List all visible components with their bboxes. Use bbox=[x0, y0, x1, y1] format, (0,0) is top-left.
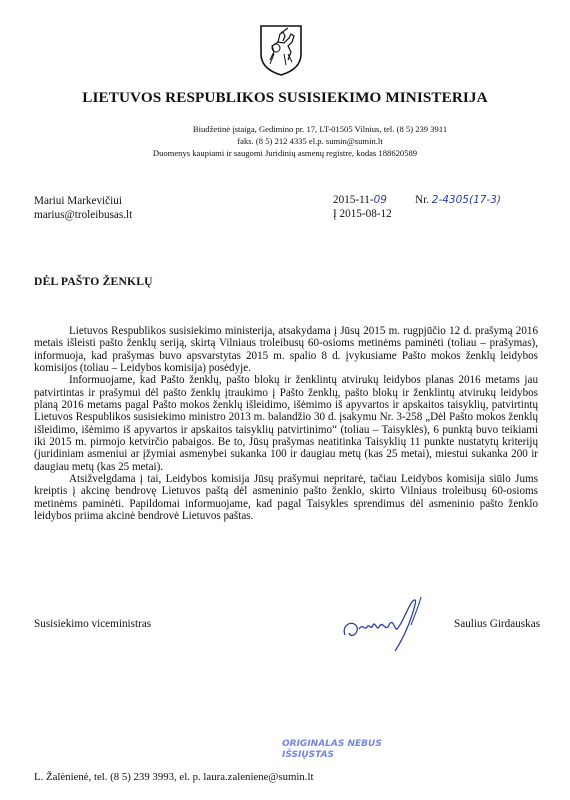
nr-handwritten: 2-4305(17-3) bbox=[431, 194, 501, 206]
letter-subject: DĖL PAŠTO ŽENKLŲ bbox=[34, 275, 153, 288]
signer-name: Saulius Girdauskas bbox=[454, 618, 541, 630]
date-handwritten-day: 09 bbox=[373, 194, 387, 206]
ministry-name: LIETUVOS RESPUBLIKOS SUSISIEKIMO MINISTERIJA bbox=[82, 89, 488, 106]
letter-number bbox=[415, 194, 501, 206]
signer-role: Susisiekimo viceministras bbox=[34, 618, 152, 630]
reference-dates bbox=[333, 194, 392, 222]
letterhead-registry-line: Duomenys kaupiami ir saugomi Juridinių asmenų registre, kodas 188620589 bbox=[152, 148, 418, 158]
letter-body bbox=[34, 325, 538, 523]
body-paragraph-2: Informuojame, kad Pašto ženklų, pašto blokų ir ženklintų atvirukų leidybos planas 2016 metams jau patvirtintas ir prašymui dėl pašto ženklų įtraukimo į Pašto ženklų, pašto blokų ir ženklintų atvirukų leidybos planą 2016 metams pagal Pašto mokos ženklų išleidimo, išėmimo iš apyvartos ir apskaitos taisyklių, patvirtintų Lietuvos Respublikos susisiekimo ministro 2013 m. balandžio 30 d. įsakymu Nr. 3-258 „Dėl Pašto mokos ženklų išleidimo, išėmimo iš apyvartos ir apskaitos taisyklių patvirtinimo“ (toliau – Taisyklės), 6 punktą buvo teikiami iki 2015 m. pirmojo ketvirčio pabaigos. Be to, Jūsų prašymas neatitinka Taisyklių 11 punkte nustatytų kriterijų (juridiniam asmeniui ar įžymiai asmenybei sukanka 100 ir daugiau metų (kas 25 metai), miestui sukanka 200 ir daugiau metų (kas 25 metai). bbox=[34, 374, 538, 473]
stamp-line-2: IŠSIŲSTAS bbox=[282, 750, 335, 760]
reply-to-date: Į 2015-08-12 bbox=[333, 207, 392, 220]
recipient-block bbox=[34, 195, 132, 223]
recipient-name: Mariui Markevičiui bbox=[34, 195, 122, 207]
letter-date bbox=[333, 194, 392, 208]
handwritten-signature bbox=[335, 595, 445, 655]
letterhead-fax-line: faks. (8 5) 212 4335 el.p. sumin@sumin.lt bbox=[237, 136, 383, 146]
letterhead-address-line: Biudžetinė įstaiga, Gedimino pr. 17, LT-01505 Vilnius, tel. (8 5) 239 3911 bbox=[192, 124, 448, 134]
original-not-sent-stamp bbox=[282, 739, 382, 761]
date-prefix: 2015-11- bbox=[333, 194, 374, 206]
vytis-coat-of-arms-icon bbox=[258, 24, 304, 76]
recipient-email: marius@troleibusas.lt bbox=[34, 208, 133, 221]
nr-label: Nr. bbox=[415, 194, 429, 206]
body-paragraph-1: Lietuvos Respublikos susisiekimo ministerija, atsakydama į Jūsų 2015 m. rugpjūčio 12 d. prašymą 2016 metais išleisti pašto ženklų seriją, skirtą Vilniaus troleibusų 60-osioms metinėms paminėti (toliau – prašymas), informuoja, kad prašymas buvo apsvarstytas 2015 m. spalio 8 d. įvykusiame Pašto mokos ženklų leidybos komisijos (toliau – Leidybos komisija) posėdyje. bbox=[34, 325, 538, 375]
body-paragraph-3: Atsižvelgdama į tai, Leidybos komisija Jūsų prašymui nepritarė, tačiau Leidybos komisija siūlo Jums kreiptis į akcinę bendrovę Lietuvos paštą dėl asmeninio pašto ženklo, skirto Vilniaus troleibusų 60-osioms metinėms paminėti. Papildomai informuojame, kad pagal Taisykles sprendimus dėl asmeninio pašto ženklo leidybos priima akcinė bendrovė Lietuvos paštas. bbox=[34, 473, 538, 523]
stamp-line-1: ORIGINALAS NEBUS bbox=[282, 739, 382, 749]
contact-footer: L. Žalėnienė, tel. (8 5) 239 3993, el. p. laura.zaleniene@sumin.lt bbox=[34, 771, 314, 783]
